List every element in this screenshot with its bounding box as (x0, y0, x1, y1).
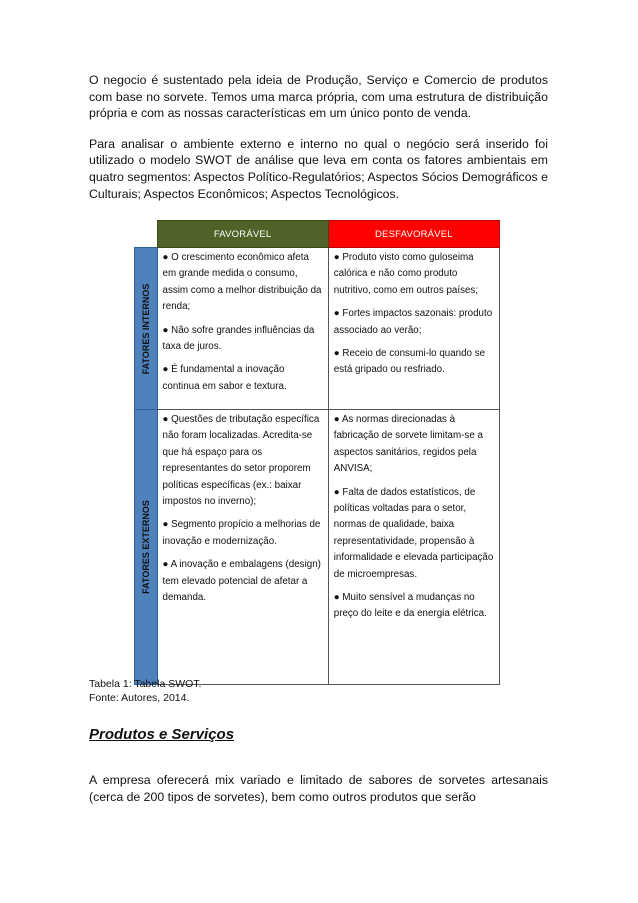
list-item: ● Produto visto como guloseima calórica e não como produto nutritivo, como em outros países; (333, 252, 479, 296)
list-item: ● Receio de consumi-lo quando se está gripado ou resfriado. (333, 348, 486, 376)
swot-header-desfavoravel: DESFAVORÁVEL (328, 221, 499, 248)
list-item: ● Muito sensível a mudanças no preço do leite e da energia elétrica. (333, 592, 487, 620)
list-item: ● Falta de dados estatísticos, de políticas voltadas para o setor, normas de qualidade, baixa representatividade, propensão à informalidade e elevada participação de microempresas. (333, 486, 494, 580)
list-item: ● Segmento propício a melhorias de inovação e modernização. (162, 519, 321, 547)
caption-source: Fonte: Autores, 2014. (89, 691, 190, 704)
paragraph-business: O negocio é sustentado pela ideia de Produção, Serviço e Comercio de produtos com base no sorvete. Temos uma marca própria, com uma estrutura de distribuição própria e com as nossas características em um único ponto de venda. (89, 73, 548, 121)
swot-cell-internos-desfavoravel (328, 248, 499, 410)
swot-cell-externos-favoravel (157, 410, 328, 685)
swot-cell-internos-favoravel (157, 248, 328, 410)
swot-table (134, 220, 500, 685)
table-caption (89, 678, 201, 705)
section-text (89, 772, 548, 805)
swot-row-label-internos: FATORES INTERNOS (135, 248, 158, 410)
list-item: ● As normas direcionadas à fabricação de sorvete limitam-se a aspectos sanitários, regidos pela ANVISA; (333, 414, 483, 475)
list-item: ● Fortes impactos sazonais: produto associado ao verão; (333, 308, 493, 336)
list-item: ● A inovação e embalagens (design) tem elevado potencial de afetar a demanda. (162, 559, 321, 604)
paragraph-products: A empresa oferecerá mix variado e limitado de sabores de sorvetes artesanais (cerca de 200 tipos de sorvetes), bem como outros produtos que serão (89, 773, 548, 804)
intro-text (89, 72, 548, 202)
list-item: ● Questões de tributação específica não foram localizadas. Acredita-se que há espaço para os representantes do setor proporem políticas específicas (ex.: baixar impostos no inverno); (162, 414, 320, 508)
swot-cell-externos-desfavoravel (328, 410, 499, 685)
list-item: ● Não sofre grandes influências da taxa de juros. (162, 324, 315, 353)
caption-title: Tabela 1: Tabela SWOT. (89, 678, 202, 690)
list-item: ● O crescimento econômico afeta em grande medida o consumo, assim como a melhor distribuição da renda; (162, 252, 322, 313)
list-item: ● É fundamental a inovação continua em sabor e textura. (162, 364, 287, 392)
swot-row-label-externos: FATORES EXTERNOS (135, 410, 158, 685)
paragraph-swot-intro: Para analisar o ambiente externo e interno no qual o negócio será inserido foi utilizado o modelo SWOT de análise que leva em conta os fatores ambientais em quatro segmentos: Aspectos Político-Regulatórios; Aspectos Sócios Demográficos e Culturais; Aspectos Econômicos; Aspectos Tecnológicos. (89, 136, 548, 201)
swot-corner (135, 221, 158, 248)
swot-header-favoravel: FAVORÁVEL (157, 221, 328, 248)
section-heading: Produtos e Serviços (89, 726, 235, 743)
